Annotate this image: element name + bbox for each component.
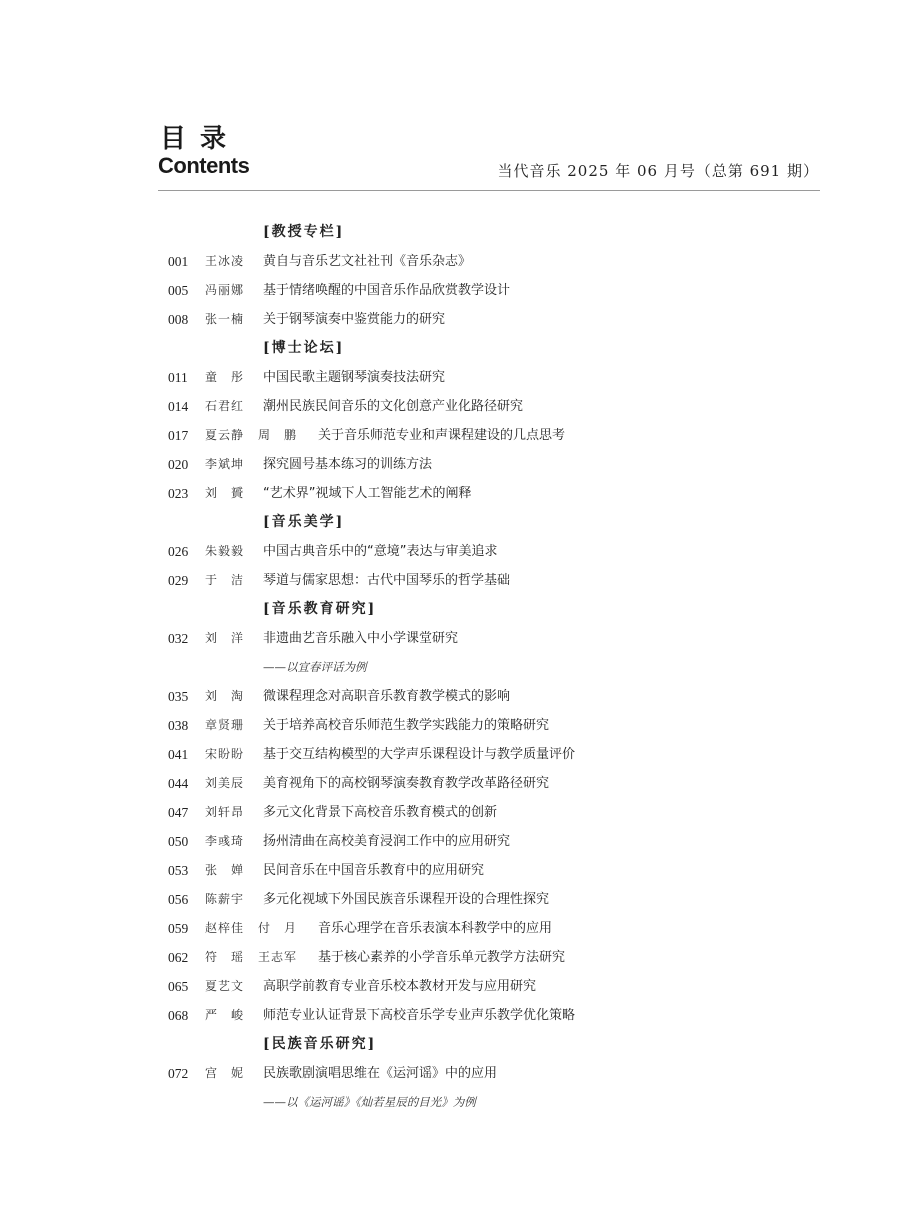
entry-title: 关于钢琴演奏中鉴赏能力的研究: [263, 312, 446, 327]
entry-page-number: 050: [168, 834, 189, 849]
entry-author: 刘美辰: [205, 776, 245, 790]
entry-author: 陈薪宇: [205, 892, 245, 906]
entry-title: 基于情绪唤醒的中国音乐作品欣赏教学设计: [263, 283, 511, 298]
entry-coauthor: 王志军: [258, 950, 298, 964]
entry-title: 民族歌剧演唱思维在《运河谣》中的应用: [263, 1066, 498, 1081]
entry-author: 于 洁: [205, 573, 245, 587]
entry-author: 石君红: [205, 399, 245, 413]
entry-page-number: 072: [168, 1066, 189, 1081]
entry-title: 探究圆号基本练习的训练方法: [263, 457, 433, 472]
entry-title: 潮州民族民间音乐的文化创意产业化路径研究: [263, 399, 524, 414]
entry-title: 高职学前教育专业音乐校本教材开发与应用研究: [263, 979, 537, 994]
toc-entry: [0, 1059, 905, 1088]
section-label: [教授专栏]: [263, 224, 345, 240]
entry-title: 基于核心素养的小学音乐单元教学方法研究: [318, 950, 566, 965]
entry-author: 冯丽娜: [205, 283, 245, 297]
entry-title: 多元化视域下外国民族音乐课程开设的合理性探究: [263, 892, 550, 907]
entry-title: 中国古典音乐中的“意境”表达与审美追求: [263, 544, 498, 559]
entry-page-number: 047: [168, 805, 189, 820]
entry-page-number: 056: [168, 892, 189, 907]
entry-author: 张一楠: [205, 312, 245, 326]
toc-entry: [0, 682, 905, 711]
entry-page-number: 062: [168, 950, 189, 965]
page-title-en: Contents: [158, 153, 250, 178]
toc-entry: [0, 363, 905, 392]
entry-page-number: 035: [168, 689, 189, 704]
page-header: [0, 0, 905, 200]
entry-author: 李彧琦: [205, 834, 245, 848]
entry-title: 黄自与音乐艺文社社刊《音乐杂志》: [263, 254, 472, 269]
entry-page-number: 005: [168, 283, 189, 298]
section-label: [博士论坛]: [263, 340, 345, 356]
toc-entry: [0, 479, 905, 508]
entry-page-number: 059: [168, 921, 189, 936]
entry-page-number: 001: [168, 254, 189, 269]
entry-title: 基于交互结构模型的大学声乐课程设计与教学质量评价: [263, 747, 576, 762]
entry-page-number: 020: [168, 457, 189, 472]
section-header: [0, 334, 905, 363]
toc-entry: [0, 247, 905, 276]
entry-page-number: 032: [168, 631, 189, 646]
toc-entry: [0, 914, 905, 943]
entry-page-number: 068: [168, 1008, 189, 1023]
entry-title: “艺术界”视域下人工智能艺术的阐释: [263, 486, 472, 501]
section-label: [音乐美学]: [263, 514, 345, 530]
entry-title: 多元文化背景下高校音乐教育模式的创新: [263, 805, 498, 820]
entry-author: 刘 贇: [205, 486, 245, 500]
toc-entry: [0, 856, 905, 885]
toc-entry: [0, 392, 905, 421]
section-header: [0, 218, 905, 247]
entry-author: 刘 洋: [205, 631, 245, 645]
entry-title: 扬州清曲在高校美育浸润工作中的应用研究: [263, 834, 511, 849]
toc-entry: [0, 1001, 905, 1030]
entry-author: 刘 淘: [205, 689, 245, 703]
entry-page-number: 008: [168, 312, 189, 327]
header-divider: [158, 190, 820, 191]
entry-subtitle: ——以《运河谣》《灿若星辰的目光》为例: [263, 1095, 476, 1109]
toc-entry: [0, 972, 905, 1001]
toc-entry-subtitle-row: [0, 1088, 905, 1117]
toc-entry-subtitle-row: [0, 653, 905, 682]
toc-entry: [0, 711, 905, 740]
entry-page-number: 029: [168, 573, 189, 588]
entry-author: 夏云静: [205, 428, 245, 442]
toc-entry: [0, 566, 905, 595]
section-label: [音乐教育研究]: [263, 601, 377, 617]
toc-entry: [0, 769, 905, 798]
entry-subtitle: ——以宜春评话为例: [263, 660, 367, 674]
toc-entry: [0, 624, 905, 653]
entry-page-number: 044: [168, 776, 189, 791]
toc-entry: [0, 537, 905, 566]
page-title-cn: 目录: [160, 124, 241, 154]
toc-entry: [0, 740, 905, 769]
entry-page-number: 041: [168, 747, 189, 762]
entry-title: 琴道与儒家思想：古代中国琴乐的哲学基础: [263, 573, 511, 588]
entry-author: 赵梓佳: [205, 921, 245, 935]
entry-author: 童 彤: [205, 370, 245, 384]
entry-author: 章贤珊: [205, 718, 245, 732]
entry-page-number: 023: [168, 486, 189, 501]
toc-entry: [0, 885, 905, 914]
section-header: [0, 595, 905, 624]
entry-page-number: 026: [168, 544, 189, 559]
entry-author: 夏艺文: [205, 979, 245, 993]
entry-author: 符 瑶: [205, 950, 245, 964]
entry-title: 关于音乐师范专业和声课程建设的几点思考: [318, 428, 566, 443]
entry-title: 师范专业认证背景下高校音乐学专业声乐教学优化策略: [263, 1008, 576, 1023]
entry-page-number: 065: [168, 979, 189, 994]
entry-coauthor: 付 月: [258, 921, 298, 935]
toc-entry: [0, 943, 905, 972]
toc-entry: [0, 276, 905, 305]
entry-author: 朱毅毅: [205, 544, 245, 558]
entry-author: 李斌坤: [205, 457, 245, 471]
section-label: [民族音乐研究]: [263, 1036, 377, 1052]
entry-coauthor: 周 鹏: [258, 428, 298, 442]
entry-page-number: 014: [168, 399, 189, 414]
toc-entry: [0, 827, 905, 856]
entry-author: 严 峻: [205, 1008, 245, 1022]
entry-page-number: 017: [168, 428, 189, 443]
toc-entry: [0, 305, 905, 334]
section-header: [0, 508, 905, 537]
entry-author: 宫 妮: [205, 1066, 245, 1080]
entry-title: 关于培养高校音乐师范生教学实践能力的策略研究: [263, 718, 550, 733]
section-header: [0, 1030, 905, 1059]
toc-entry: [0, 421, 905, 450]
entry-title: 民间音乐在中国音乐教育中的应用研究: [263, 863, 485, 878]
entry-page-number: 011: [168, 370, 188, 385]
entry-title: 美育视角下的高校钢琴演奏教育教学改革路径研究: [263, 776, 550, 791]
entry-title: 中国民歌主题钢琴演奏技法研究: [263, 370, 446, 385]
issue-info: 当代音乐 2025 年 06 月号（总第 691 期）: [497, 162, 819, 180]
entry-title: 微课程理念对高职音乐教育教学模式的影响: [263, 689, 511, 704]
entry-page-number: 053: [168, 863, 189, 878]
entry-author: 张 婵: [205, 863, 245, 877]
toc-entry: [0, 450, 905, 479]
entry-title: 非遗曲艺音乐融入中小学课堂研究: [263, 631, 459, 646]
toc-entry: [0, 798, 905, 827]
entry-title: 音乐心理学在音乐表演本科教学中的应用: [318, 921, 553, 936]
table-of-contents: [0, 218, 905, 1117]
entry-author: 王冰凌: [205, 254, 245, 268]
entry-page-number: 038: [168, 718, 189, 733]
entry-author: 宋盼盼: [205, 747, 245, 761]
entry-author: 刘轩昂: [205, 805, 245, 819]
